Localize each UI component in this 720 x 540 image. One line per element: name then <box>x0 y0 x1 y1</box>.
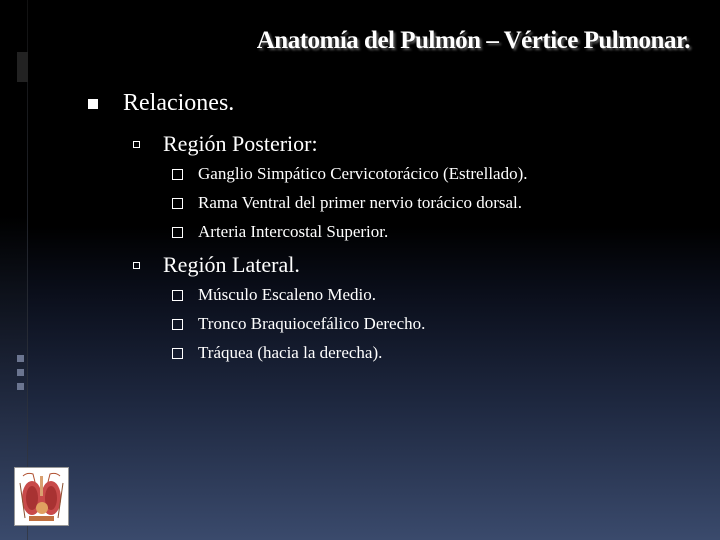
checkbox-bullet-icon <box>172 348 183 359</box>
list-item-text: Músculo Escaleno Medio. <box>198 285 376 304</box>
lung-anatomy-icon <box>15 468 68 525</box>
checkbox-bullet-icon <box>172 169 183 180</box>
decor-square <box>17 355 24 362</box>
list-item <box>172 164 528 184</box>
checkbox-bullet-icon <box>172 227 183 238</box>
square-bullet-icon <box>88 99 98 109</box>
checkbox-bullet-icon <box>172 290 183 301</box>
list-item-text: Ganglio Simpático Cervicotorácico (Estrellado). <box>198 164 528 183</box>
bullet-region-posterior <box>133 131 318 157</box>
bullet-region-lateral <box>133 252 300 278</box>
list-item <box>172 193 522 213</box>
list-item-text: Rama Ventral del primer nervio torácico dorsal. <box>198 193 522 212</box>
bullet-text: Relaciones. <box>123 90 235 116</box>
bullet-text: Región Posterior: <box>163 131 318 156</box>
hollow-square-bullet-icon <box>133 262 140 269</box>
list-item <box>172 222 388 242</box>
checkbox-bullet-icon <box>172 319 183 330</box>
bullet-text: Región Lateral. <box>163 252 300 277</box>
hollow-square-bullet-icon <box>133 141 140 148</box>
list-item-text: Tráquea (hacia la derecha). <box>198 343 383 362</box>
decor-square <box>17 383 24 390</box>
list-item-text: Arteria Intercostal Superior. <box>198 222 389 241</box>
list-item <box>172 314 425 334</box>
decor-square <box>17 369 24 376</box>
list-item <box>172 343 382 363</box>
lung-anatomy-thumbnail <box>14 467 69 526</box>
bullet-relaciones <box>88 90 234 117</box>
title-marker <box>17 52 28 82</box>
slide-title: Anatomía del Pulmón – Vértice Pulmonar. <box>256 27 690 54</box>
checkbox-bullet-icon <box>172 198 183 209</box>
list-item-text: Tronco Braquiocefálico Derecho. <box>198 314 426 333</box>
list-item <box>172 285 376 305</box>
